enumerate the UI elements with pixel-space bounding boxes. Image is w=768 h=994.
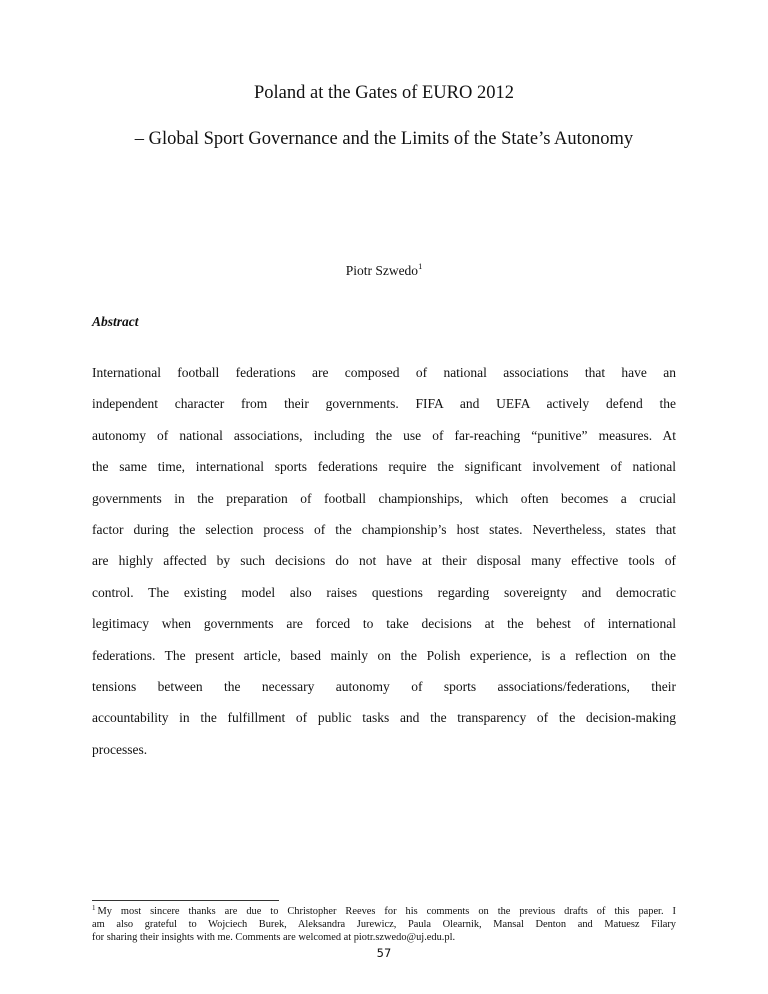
- paper-title-line-1: Poland at the Gates of EURO 2012: [254, 83, 514, 103]
- footnote-line: [92, 905, 676, 918]
- abstract-line: control. The existing model also raises questions regarding sovereignty and democratic: [92, 584, 676, 600]
- abstract-line: the same time, international sports federations require the significant involvement of national: [92, 459, 676, 475]
- author-footnote-marker[interactable]: 1: [418, 261, 423, 271]
- footnote-divider: [92, 900, 279, 901]
- abstract-line: tensions between the necessary autonomy of sports associations/federations, their: [92, 678, 676, 694]
- abstract-line: autonomy of national associations, including the use of far-reaching “punitive” measures. At: [92, 427, 676, 443]
- page-number: 57: [376, 946, 392, 960]
- abstract-line: processes.: [92, 741, 148, 757]
- footnote-marker: 1: [92, 904, 96, 912]
- abstract-line: factor during the selection process of the championship’s host states. Nevertheless, states that: [92, 521, 676, 537]
- abstract-line: federations. The present article, based mainly on the Polish experience, is a reflection on the: [92, 647, 676, 663]
- footnote: [92, 905, 676, 944]
- abstract-line: are highly affected by such decisions do not have at their disposal many effective tools of: [92, 553, 676, 569]
- author-name: Piotr Szwedo: [345, 263, 419, 278]
- footnote-line: for sharing their insights with me. Comments are welcomed at piotr.szwedo@uj.edu.pl.: [92, 932, 456, 943]
- abstract-line: legitimacy when governments are forced to take decisions at the behest of international: [92, 616, 676, 632]
- paper-title-line-2: – Global Sport Governance and the Limits of the State’s Autonomy: [134, 129, 634, 149]
- abstract-heading: Abstract: [92, 314, 139, 329]
- abstract-body: [92, 357, 676, 765]
- abstract-line: independent character from their governments. FIFA and UEFA actively defend the: [92, 396, 676, 412]
- footnote-text: My most sincere thanks are due to Christopher Reeves for his comments on the previous drafts of this paper. I: [97, 906, 676, 917]
- author-line: [0, 261, 768, 281]
- abstract-line: accountability in the fulfillment of public tasks and the transparency of the decision-making: [92, 710, 676, 726]
- abstract-line: International football federations are composed of national associations that have an: [92, 365, 676, 380]
- footnote-line: am also grateful to Wojciech Burek, Aleksandra Jurewicz, Paula Olearnik, Mansal Denton and Matuesz Filary: [92, 919, 676, 930]
- abstract-line: governments in the preparation of football championships, which often becomes a crucial: [92, 490, 676, 506]
